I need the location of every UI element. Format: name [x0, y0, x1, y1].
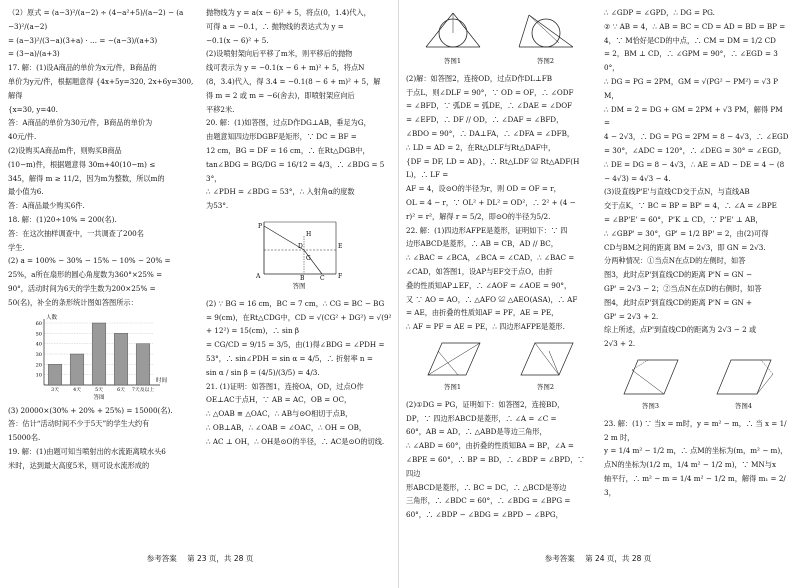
figure-21-row — [406, 9, 592, 69]
text-line: ∴ ∠GBP' = 30°，GP' = 1/2 BP' = 2，由(2)可得 — [604, 228, 769, 238]
text-line: = (3−a)/(a+3) — [8, 49, 60, 59]
figure-22-row — [406, 337, 592, 395]
figure-caption: 答图 — [292, 281, 306, 290]
label-P: P — [258, 222, 263, 230]
chart-title: 人数 — [46, 314, 58, 321]
x-tick-label: 3天 — [51, 387, 59, 393]
text-line: 345，解得 m ≥ 11/2，因为m为整数，所以m的 — [8, 173, 165, 183]
text-line: 答：A商品的单价为30元/件，B商品的单价为 — [8, 118, 153, 128]
label-H: H — [306, 230, 312, 238]
footer-page-number: 第 23 页，共 28 页 — [187, 554, 254, 563]
text-line: = 9(cm)，在Rt△CDG中，CD = √(CG² + DG²) = √(9² + 12²) = 15(cm)，∴ sin β — [206, 312, 392, 336]
left-page — [8, 0, 392, 566]
question-21: 21. (1)证明：如答图1，连接OA，OD，过点O作 — [206, 381, 364, 391]
text-line: （2）原式 = (a−3)²/(a−2) ÷ (4−a²+5)/(a−2) − (a−3)²/(a−2) — [8, 8, 184, 31]
text-line: ∴ ∠BAC = ∠BCA，∠BCA = ∠CAD，∴ ∠BAC = — [406, 253, 575, 263]
text-line: AF = 4，设⊙O的半径为r，则 OD = OF = r， — [406, 184, 561, 194]
text-line: 可得 a = −0.1，∴ 抛物线的表达式为 y = — [206, 21, 344, 31]
rhombus-diagram-1 — [422, 337, 484, 381]
rhombus-diagram-4 — [711, 354, 777, 400]
text-line: = 30°，∠ADC = 120°，∴ ∠DEG = 30° = ∠EGD， — [604, 145, 786, 155]
text-line: ∴ ∠GDP = ∠GPD，∴ DG = PG. — [604, 8, 715, 17]
question-19: 19. 解：(1)由题可知当喷射出的水流距离喷水头6 — [8, 446, 166, 456]
text-line: ∴ DM = 2 = DG + GM = 2PM + √3 PM，解得 PM = — [604, 104, 783, 128]
right-column-2 — [604, 6, 790, 566]
footer-label: 参考答案 — [146, 554, 177, 563]
question-17: 17. 解：(1)设A商品的单价为x元/件，B商品的 — [8, 63, 157, 73]
text-line: (2)设喷射架向后平移了m米，则平移后的抛物 — [206, 49, 353, 59]
figure-caption: 答图1 — [443, 57, 462, 65]
text-line: = 2，BM ⊥ CD，∴ ∠GPM = 90°，∴ ∠EGD = 30°， — [604, 49, 778, 73]
text-line: 叠的性质知AP⊥EF，∴ ∠AOF = ∠AOE = 90°， — [406, 280, 572, 290]
text-line: 图3，此时点P'到直线CD的距离 P'N = GN − — [604, 270, 753, 280]
text-line: − 4√3) = 4√3 − 4. — [604, 173, 671, 183]
y-tick-label: 30 — [35, 351, 42, 358]
text-line: OL = 4 − r，∵ OL² + DL² = OD²，∴ 2² + (4 − — [406, 197, 576, 207]
text-line: 分两种情况：①当点N在点D的左侧时，如答 — [604, 256, 746, 266]
rhombus-diagram-2 — [515, 337, 577, 381]
text-line: = ∠EFD，∴ DF // OD，∴ ∠DAF = ∠BFD， — [406, 115, 564, 125]
text-line: 53°，∴ sin∠PDH = sin α = 4/5，∴ 折射率 n = — [206, 353, 373, 363]
text-line: ∴ DE = DG = 8 − 4√3，∴ AE = AD − DE = 4 − (8 — [604, 159, 785, 169]
label-B: B — [300, 274, 305, 280]
text-line: ∴ DG = PG = 2PM，GM = √(PG² − PM²) = √3 PM， — [604, 76, 778, 100]
right-page — [406, 0, 790, 566]
figure-caption: 答图2 — [536, 382, 555, 391]
text-line: 15000名. — [8, 433, 41, 443]
question-22: 22. 解：(1)四边形AFPE是菱形，证明如下：∵ 四 — [406, 225, 568, 235]
x-tick-label: 4天 — [73, 387, 81, 393]
question-20: 20. 解：(1)如答图，过点D作DG⊥AB，垂足为G， — [206, 118, 371, 128]
y-tick-label: 60 — [35, 320, 42, 327]
text-line: 60°，∴ ∠BDP − ∠BDG = ∠BPD − ∠BPG， — [406, 510, 563, 520]
text-line: GP' = 2√3 − 2；②当点N在点D的右侧时，如答 — [604, 283, 762, 293]
text-line: = AE，由折叠的性质知AF = PF，AE = PE， — [406, 308, 559, 318]
y-tick-label: 10 — [35, 372, 42, 379]
text-line: 2√3 + 2. — [604, 339, 636, 349]
figure-caption: 答图4 — [734, 401, 753, 410]
bar-chart-figure — [8, 313, 194, 401]
text-line: 学生. — [8, 242, 25, 252]
text-line: 50(名)，补全的条形统计图如答图所示： — [8, 297, 138, 307]
figure-22-3-row — [604, 354, 790, 414]
text-line: 交于点K，∵ BC = BP = BP' = 4，∴ ∠A = ∠BPE — [604, 201, 777, 211]
text-line: (2) a = 100% − 30% − 15% − 10% − 20% = — [8, 256, 171, 266]
text-line: 平移2米. — [206, 104, 235, 114]
label-G: G — [306, 254, 311, 262]
text-line: GP' = 2√3 + 2. — [604, 311, 659, 321]
bar — [70, 354, 84, 385]
text-line: 4，∵ M恰好是CD的中点，∴ CM = DM = 1/2 CD — [604, 35, 776, 45]
text-line: = ∠BP'E' = 60°，P'K ⊥ CD，∵ P'E' ⊥ AB， — [604, 214, 763, 224]
text-line: (2)①DG = PG，证明如下：如答图2，连接BD， — [406, 399, 565, 409]
label-A: A — [256, 272, 261, 280]
figure-caption: 答图2 — [536, 57, 555, 65]
y-tick-label: 40 — [35, 341, 42, 348]
text-line: 4 − 2√3，∴ DG = PG = 2PM = 8 − 4√3，∴ ∠EGD — [604, 132, 789, 142]
text-line: 答：在这次抽样调查中，一共调查了200名 — [8, 228, 144, 238]
refraction-diagram — [254, 216, 344, 280]
label-E: E — [338, 242, 343, 250]
page-footer — [406, 553, 790, 564]
text-line: 60°，AB = AD，∴ △ABD是等边三角形， — [406, 427, 547, 437]
text-line: ∴ △OAB ≌ △OAC，∴ AB与⊙O相切于点B， — [206, 409, 353, 419]
y-tick-label: 20 — [35, 361, 42, 368]
text-line: 三角形，∴ ∠BDC = 60°，∴ ∠BDG = ∠BPG = — [406, 496, 571, 506]
footer-page-number: 第 24 页，共 28 页 — [585, 554, 652, 563]
figure-20 — [206, 216, 392, 294]
text-line: 得 m = 2 或 m = −6(舍去)，即喷射架应向后 — [206, 90, 355, 100]
text-line: 90°，活动时间为6天的学生数为200×25% = — [8, 283, 156, 293]
bar — [48, 364, 62, 385]
text-line: y = 1/4 m² − 1/2 m，∴ 点M的坐标为(m，m² − m)， — [604, 446, 788, 456]
question-23: 23. 解：(1) ∵ 当x = m时，y = m² − m，∴ 当 x = 1/2 m 时， — [604, 418, 787, 442]
text-line: ② ∵ AB = 4，∴ AB = BC = CD = AD = BD = BP = — [604, 21, 786, 31]
text-line: sin α / sin β = (4/5)/(3/5) = 4/3. — [206, 367, 320, 377]
text-line: ∠BDO = 90°，∴ DA⊥FA，∴ ∠DFA = ∠DFB， — [406, 128, 575, 138]
circle-diagram-2 — [515, 9, 577, 55]
text-line: 综上所述，点P'到直线CD的距离为 2√3 − 2 或 — [604, 325, 757, 335]
page-footer — [8, 553, 392, 564]
text-line: OE⊥AC于点H，∵ AB = AC，OB = OC， — [206, 395, 352, 405]
text-line: ∴ ∠ABD = 60°，由折叠的性质知BA = BP，∠A = — [406, 441, 574, 451]
x-tick-label: 5天 — [95, 387, 103, 393]
label-F: F — [338, 272, 343, 280]
text-line: (2)解：如答图2，连接OD，过点D作DL⊥FB — [406, 73, 552, 83]
page-gutter — [398, 0, 399, 588]
bar — [114, 333, 128, 385]
y-tick-label: 50 — [35, 330, 42, 337]
text-line: ∴ AF = PF = AE = PE，∴ 四边形AFPE是菱形. — [406, 322, 565, 332]
text-line: ∠CAD，如答图1，设AP与EF交于点O，由折 — [406, 266, 553, 276]
text-line: 25%，a所在扇形的圆心角度数为360°×25% = — [8, 270, 163, 280]
right-column-1 — [406, 6, 592, 566]
text-line: = (a−3)²/(3−a)(3+a) · … = −(a−3)/(a+3) — [8, 35, 158, 45]
text-line: 图4，此时点P'到直线CD的距离 P'N = GN + — [604, 297, 753, 307]
text-line: 由题意知四边形DGBF是矩形，∵ DC = BF = — [206, 132, 357, 142]
text-line: 12 cm，BG = DF = 16 cm，∴ 在Rt△DGB中， — [206, 145, 370, 155]
text-line: (8，3.4)代入，得 3.4 = −0.1(8 − 6 + m)² + 5，解 — [206, 76, 381, 86]
text-line: 为53°. — [206, 201, 229, 211]
text-line: −0.1(x − 6)² + 5. — [206, 35, 269, 45]
left-column-1 — [8, 6, 194, 566]
text-line: tan∠BDG = BG/DG = 16/12 = 4/3，∴ ∠BDG = 53°， — [206, 159, 385, 183]
text-line: 40元/件. — [8, 132, 37, 142]
bar — [136, 343, 150, 384]
text-line: ∴ ∠PDH = ∠BDG = 53°，∴ 入射角α的度数 — [206, 187, 355, 197]
bar — [92, 323, 106, 385]
text-line: (2)设购买A商品m件，则购买B商品 — [8, 145, 122, 155]
text-line: ∴ AC ⊥ OH，∴ OH是⊙O的半径，∴ AC是⊙O的切线. — [206, 436, 385, 446]
text-line: 线可表示为 y = −0.1(x − 6 + m)² + 5，将点N — [206, 63, 365, 73]
text-line: CD与BM之间的距离 BM = 2√3，即 GN = 2√3. — [604, 242, 766, 252]
text-line: 边形ABCD是菱形，∴ AB = CB，AD // BC， — [406, 239, 558, 249]
x-axis-label: 时间 — [156, 377, 168, 384]
circle-diagram-1 — [422, 9, 484, 55]
text-line: = CG/CD = 9/15 = 3/5，由(1)得∠BDG = ∠PDH = — [206, 340, 385, 350]
text-line: ∴ OB⊥AB，∴ ∠OAB = ∠OAC，∴ OH = OB， — [206, 422, 367, 432]
text-line: {x=30, y=40. — [8, 104, 58, 114]
text-line: (2) ∵ BG = 16 cm，BC = 7 cm，∴ CG = BC − BG — [206, 298, 385, 308]
text-line: 轴平行，∴ m² − m = 1/4 m² − 1/2 m，解得 m₁ = 2/3， — [604, 473, 786, 497]
text-line: 又 ∵ AO = AO，∴ △AFO ≌ △AEO(ASA)，∴ AF — [406, 294, 578, 304]
bar-chart — [26, 313, 176, 401]
chart-caption: 答图 — [93, 394, 105, 401]
text-line: (3) 20000×(30% + 20% + 25%) = 15000(名). — [8, 405, 173, 415]
x-tick-label: 6天 — [117, 387, 125, 393]
left-column-2 — [206, 6, 392, 566]
text-line: 答：A商品最少购买6件. — [8, 201, 85, 211]
text-line: 于点L，则∠DLF = 90°，∵ OD = OF，∴ ∠ODF — [406, 87, 574, 97]
text-line: ∴ LD = AD = 2，在Rt△DLF与Rt△DAF中， — [406, 142, 556, 152]
footer-label: 参考答案 — [544, 554, 575, 563]
text-line: 抛物线为 y = a(x − 6)² + 5，将点(0，1.4)代入， — [206, 8, 371, 17]
text-line: 米时，达到最大高度5米，则可设水流形成的 — [8, 460, 150, 470]
text-line: r)² = r²，解得 r = 5/2，即⊙O的半径为5/2. — [406, 211, 551, 221]
figure-caption: 答图1 — [443, 382, 462, 391]
text-line: 答：估计“活动时间不少于5天”的学生大约有 — [8, 419, 150, 429]
figure-caption: 答图3 — [641, 401, 660, 410]
text-line: 最小值为6. — [8, 187, 44, 197]
text-line: ∠BPE = 60°，∴ BP = BD，∴ ∠BDP = ∠BPD，∵ 四边 — [406, 454, 585, 478]
text-line: {DF = DF, LD = AD}，∴ Rt△LDF ≌ Rt△ADF(HL)，∴ LF = — [406, 156, 580, 180]
label-D: D — [298, 242, 303, 250]
label-C: C — [320, 274, 325, 280]
text-line: = ∠BFD，∵ 弧DE = 弧DE，∴ ∠DAE = ∠DOF — [406, 101, 573, 111]
text-line: DP，∵ 四边形ABCD是菱形，∴ ∠A = ∠C = — [406, 413, 557, 423]
text-line: (3)设直线P'E'与直线CD交于点N，与直线AB — [604, 187, 750, 197]
rhombus-diagram-3 — [618, 354, 684, 400]
text-line: 点N的坐标为(1/2 m，1/4 m² − 1/2 m)，∵ MN与x — [604, 460, 777, 470]
question-18: 18. 解：(1)20÷10% = 200(名). — [8, 214, 117, 224]
text-line: 单价为y元/件，根据题意得 {4x+5y=320, 2x+6y=300, 解得 — [8, 76, 194, 100]
x-tick-label: 7天及以上 — [131, 387, 155, 393]
text-line: (10−m)件，根据题意得 30m+40(10−m) ≤ — [8, 159, 156, 169]
text-line: 形ABCD是菱形，∴ BC = DC，∴ △BCD是等边 — [406, 482, 567, 492]
